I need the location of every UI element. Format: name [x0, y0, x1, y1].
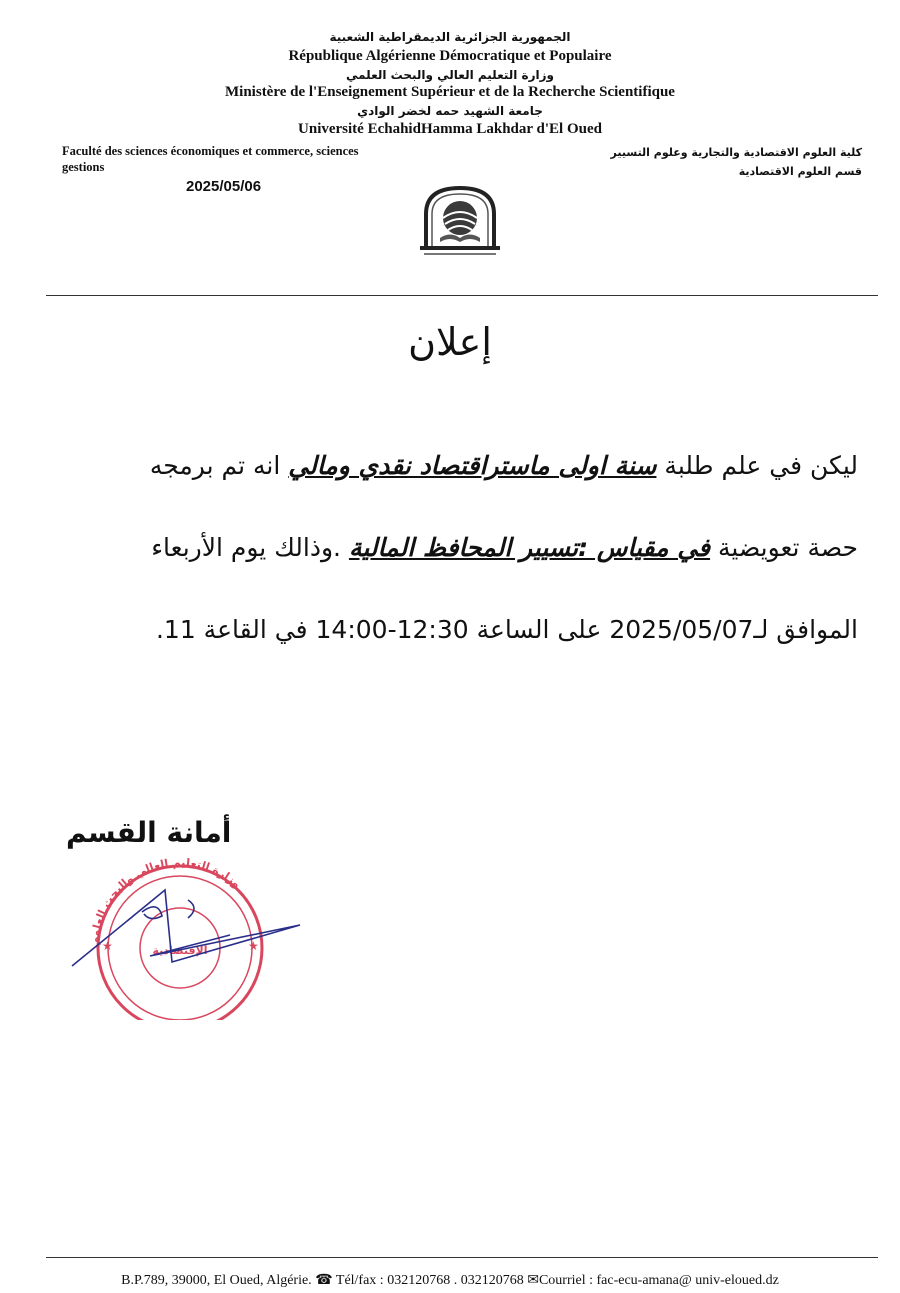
stamp-inner-text: الإقتصادية — [152, 944, 208, 957]
stamp-outer-text: وزارة التعليم العالي والبحث العلمي — [87, 855, 244, 949]
document-date: 2025/05/06 — [186, 178, 262, 195]
announcement-line-1 — [38, 448, 858, 484]
line1-end: انه تم برمجه — [149, 451, 289, 480]
footer-tel: Tél/fax : 032120768 . 032120768 — [332, 1273, 524, 1288]
announcement-line-2 — [38, 530, 858, 566]
department-secretariat-label: أمانة القسم — [66, 816, 232, 849]
faculty-ar-line2: قسم العلوم الاقتصادية — [738, 165, 862, 178]
faculty-fr — [62, 143, 422, 175]
svg-text:★: ★ — [102, 939, 113, 953]
line2-end: .وذالك يوم الأربعاء — [151, 533, 349, 562]
announcement-line-3: الموافق لـ2025/05/07 على الساعة 12:30-14:00 في القاعة 11. — [155, 615, 858, 644]
top-divider — [46, 295, 878, 296]
footer-address: B.P.789, 39000, El Oued, Algérie. — [121, 1273, 312, 1288]
header-republic-ar: الجمهورية الجزائرية الديمقراطية الشعبية — [329, 30, 571, 44]
faculty-fr-line2: gestions — [62, 160, 105, 174]
faculty-ar-line1: كلية العلوم الاقتصادية والتجارية وعلوم التسيير — [610, 146, 862, 159]
bottom-divider — [46, 1257, 878, 1258]
header-ministry-ar: وزارة التعليم العالي والبحث العلمي — [345, 68, 555, 82]
official-stamp-signature — [70, 850, 320, 1020]
mail-icon: ✉ — [527, 1273, 539, 1288]
header-ministry-fr: Ministère de l'Enseignement Supérieur et de la Recherche Scientifique — [225, 84, 675, 100]
faculty-ar — [562, 143, 862, 181]
line2-start: حصة تعويضية — [710, 533, 858, 562]
footer-email: Courriel : fac-ecu-amana@ univ-eloued.dz — [538, 1273, 779, 1288]
header-university-fr: Université EchahidHamma Lakhdar d'El Oued — [298, 121, 602, 137]
svg-text:★: ★ — [248, 939, 259, 953]
footer-contact — [0, 1272, 900, 1289]
phone-icon: ☎ — [315, 1273, 333, 1288]
line1-start: ليكن في علم طلبة — [656, 451, 858, 480]
module-name: في مقياس :تسيير المحافظ المالية — [348, 533, 711, 562]
university-logo-icon — [418, 184, 502, 260]
header-republic-fr: République Algérienne Démocratique et Populaire — [288, 48, 612, 64]
announcement-title: إعلان — [408, 320, 492, 364]
faculty-fr-line1: Faculté des sciences économiques et commerce, sciences — [62, 144, 359, 158]
header-university-ar: جامعة الشهيد حمه لخضر الوادي — [357, 104, 543, 118]
program-name: سنة اولى ماستراقتصاد نقدي ومالي — [288, 451, 657, 480]
